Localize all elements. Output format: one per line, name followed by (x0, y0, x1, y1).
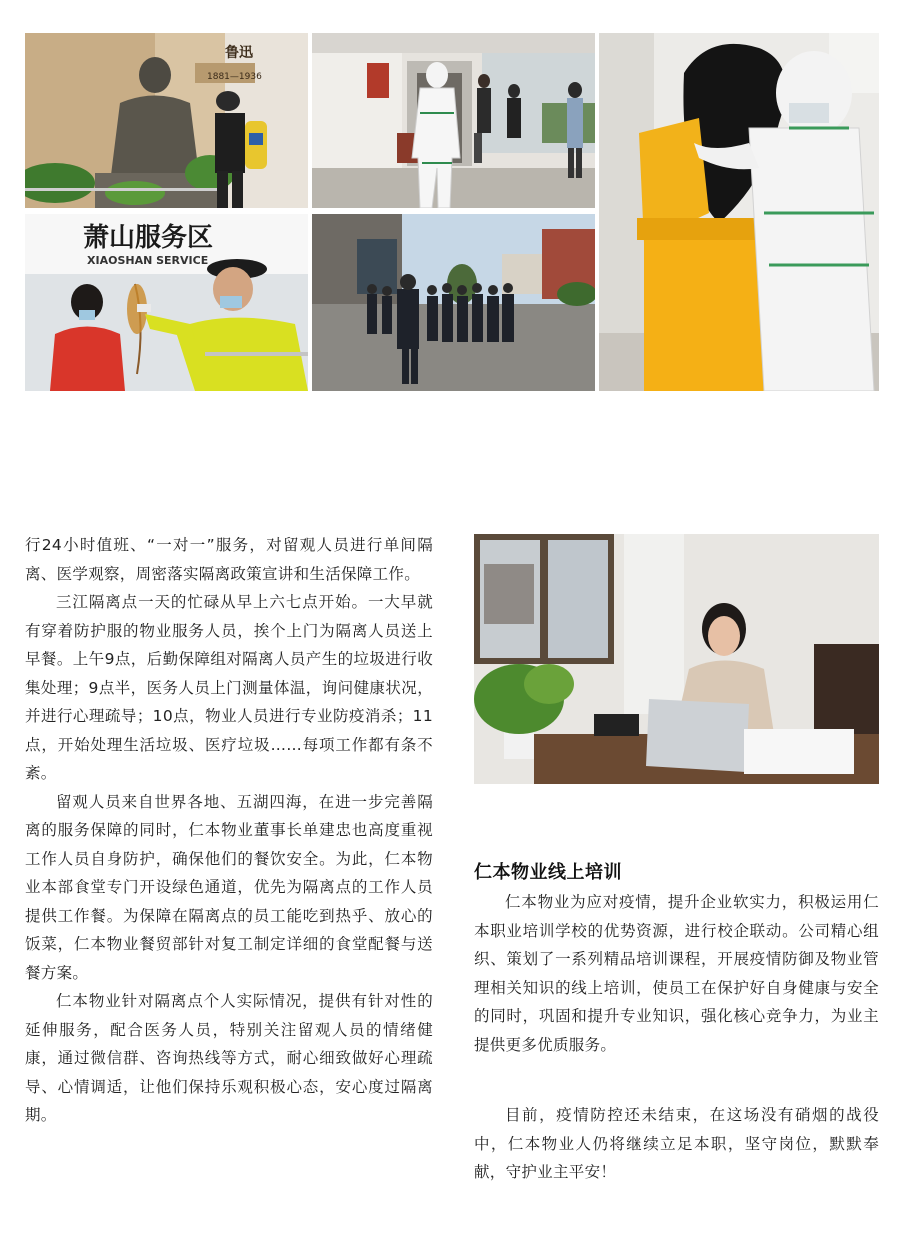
photo-temperature-check (25, 214, 308, 391)
left-paragraph-3: 留观人员来自世界各地、五湖四海，在进一步完善隔离的服务保障的同时，仁本物业董事长单建忠也高度重视工作人员自身防护，确保他们的餐饮安全。为此，仁本物业本部食堂专门开设绿色通道，优先为隔离点的工作人员提供工作餐。为保障在隔离点的员工能吃到热乎、放心的饭菜，仁本物业餐贸部针对复工制定详细的食堂配餐与送餐方案。 (25, 792, 433, 982)
photo-security-team (312, 214, 595, 391)
section-heading: 仁本物业线上培训 (474, 862, 622, 883)
right-text-column (474, 888, 879, 1187)
service-area-sign-en: XIAOSHAN SERVICE (87, 254, 209, 267)
statue-plaque-name: 鲁迅 (225, 45, 253, 61)
photo-protective-suit-delivery (312, 33, 595, 208)
left-paragraph-2: 三江隔离点一天的忙碌从早上六七点开始。一大早就有穿着防护服的物业服务人员，挨个上门为隔离人员送上早餐。上午9点，后勤保障组对隔离人员产生的垃圾进行收集处理；9点半，医务人员上门测量体温，询问健康状况，并进行心理疏导；10点，物业人员进行专业防疫消杀；11点，开始处理生活垃圾、医疗垃圾……每项工作都有条不紊。 (25, 593, 433, 782)
right-paragraph-2: 目前，疫情防控还未结束，在这场没有硝烟的战役中，仁本物业人仍将继续立足本职，坚守岗位，默默奉献，守护业主平安！ (474, 1106, 879, 1181)
statue-plaque-years: 1881—1936 (207, 72, 262, 82)
service-area-sign: 萧山服务区 (83, 223, 214, 253)
photo-statue-disinfection (25, 33, 308, 208)
left-paragraph-4: 仁本物业针对隔离点个人实际情况，提供有针对性的延伸服务，配合医务人员，特别关注留观人员的情绪健康，通过微信群、咨询热线等方式，耐心细致做好心理疏导、心情调适，让他们保持乐观积极心态，安心度过隔离期。 (25, 992, 433, 1124)
photo-garbage-collection (599, 33, 879, 391)
right-paragraph-1: 仁本物业为应对疫情，提升企业软实力，积极运用仁本职业培训学校的优势资源，进行校企联动。公司精心组织、策划了一系列精品培训课程，开展疫情防御及物业管理相关知识的线上培训，使员工在保护好自身健康与安全的同时，巩固和提升专业知识，强化核心竞争力，为业主提供更多优质服务。 (474, 893, 879, 1054)
left-paragraph-1: 行24小时值班、“一对一”服务，对留观人员进行单间隔离、医学观察，周密落实隔离政策宣讲和生活保障工作。 (25, 536, 433, 583)
photo-online-training (474, 534, 879, 784)
left-text-column (25, 531, 433, 1130)
